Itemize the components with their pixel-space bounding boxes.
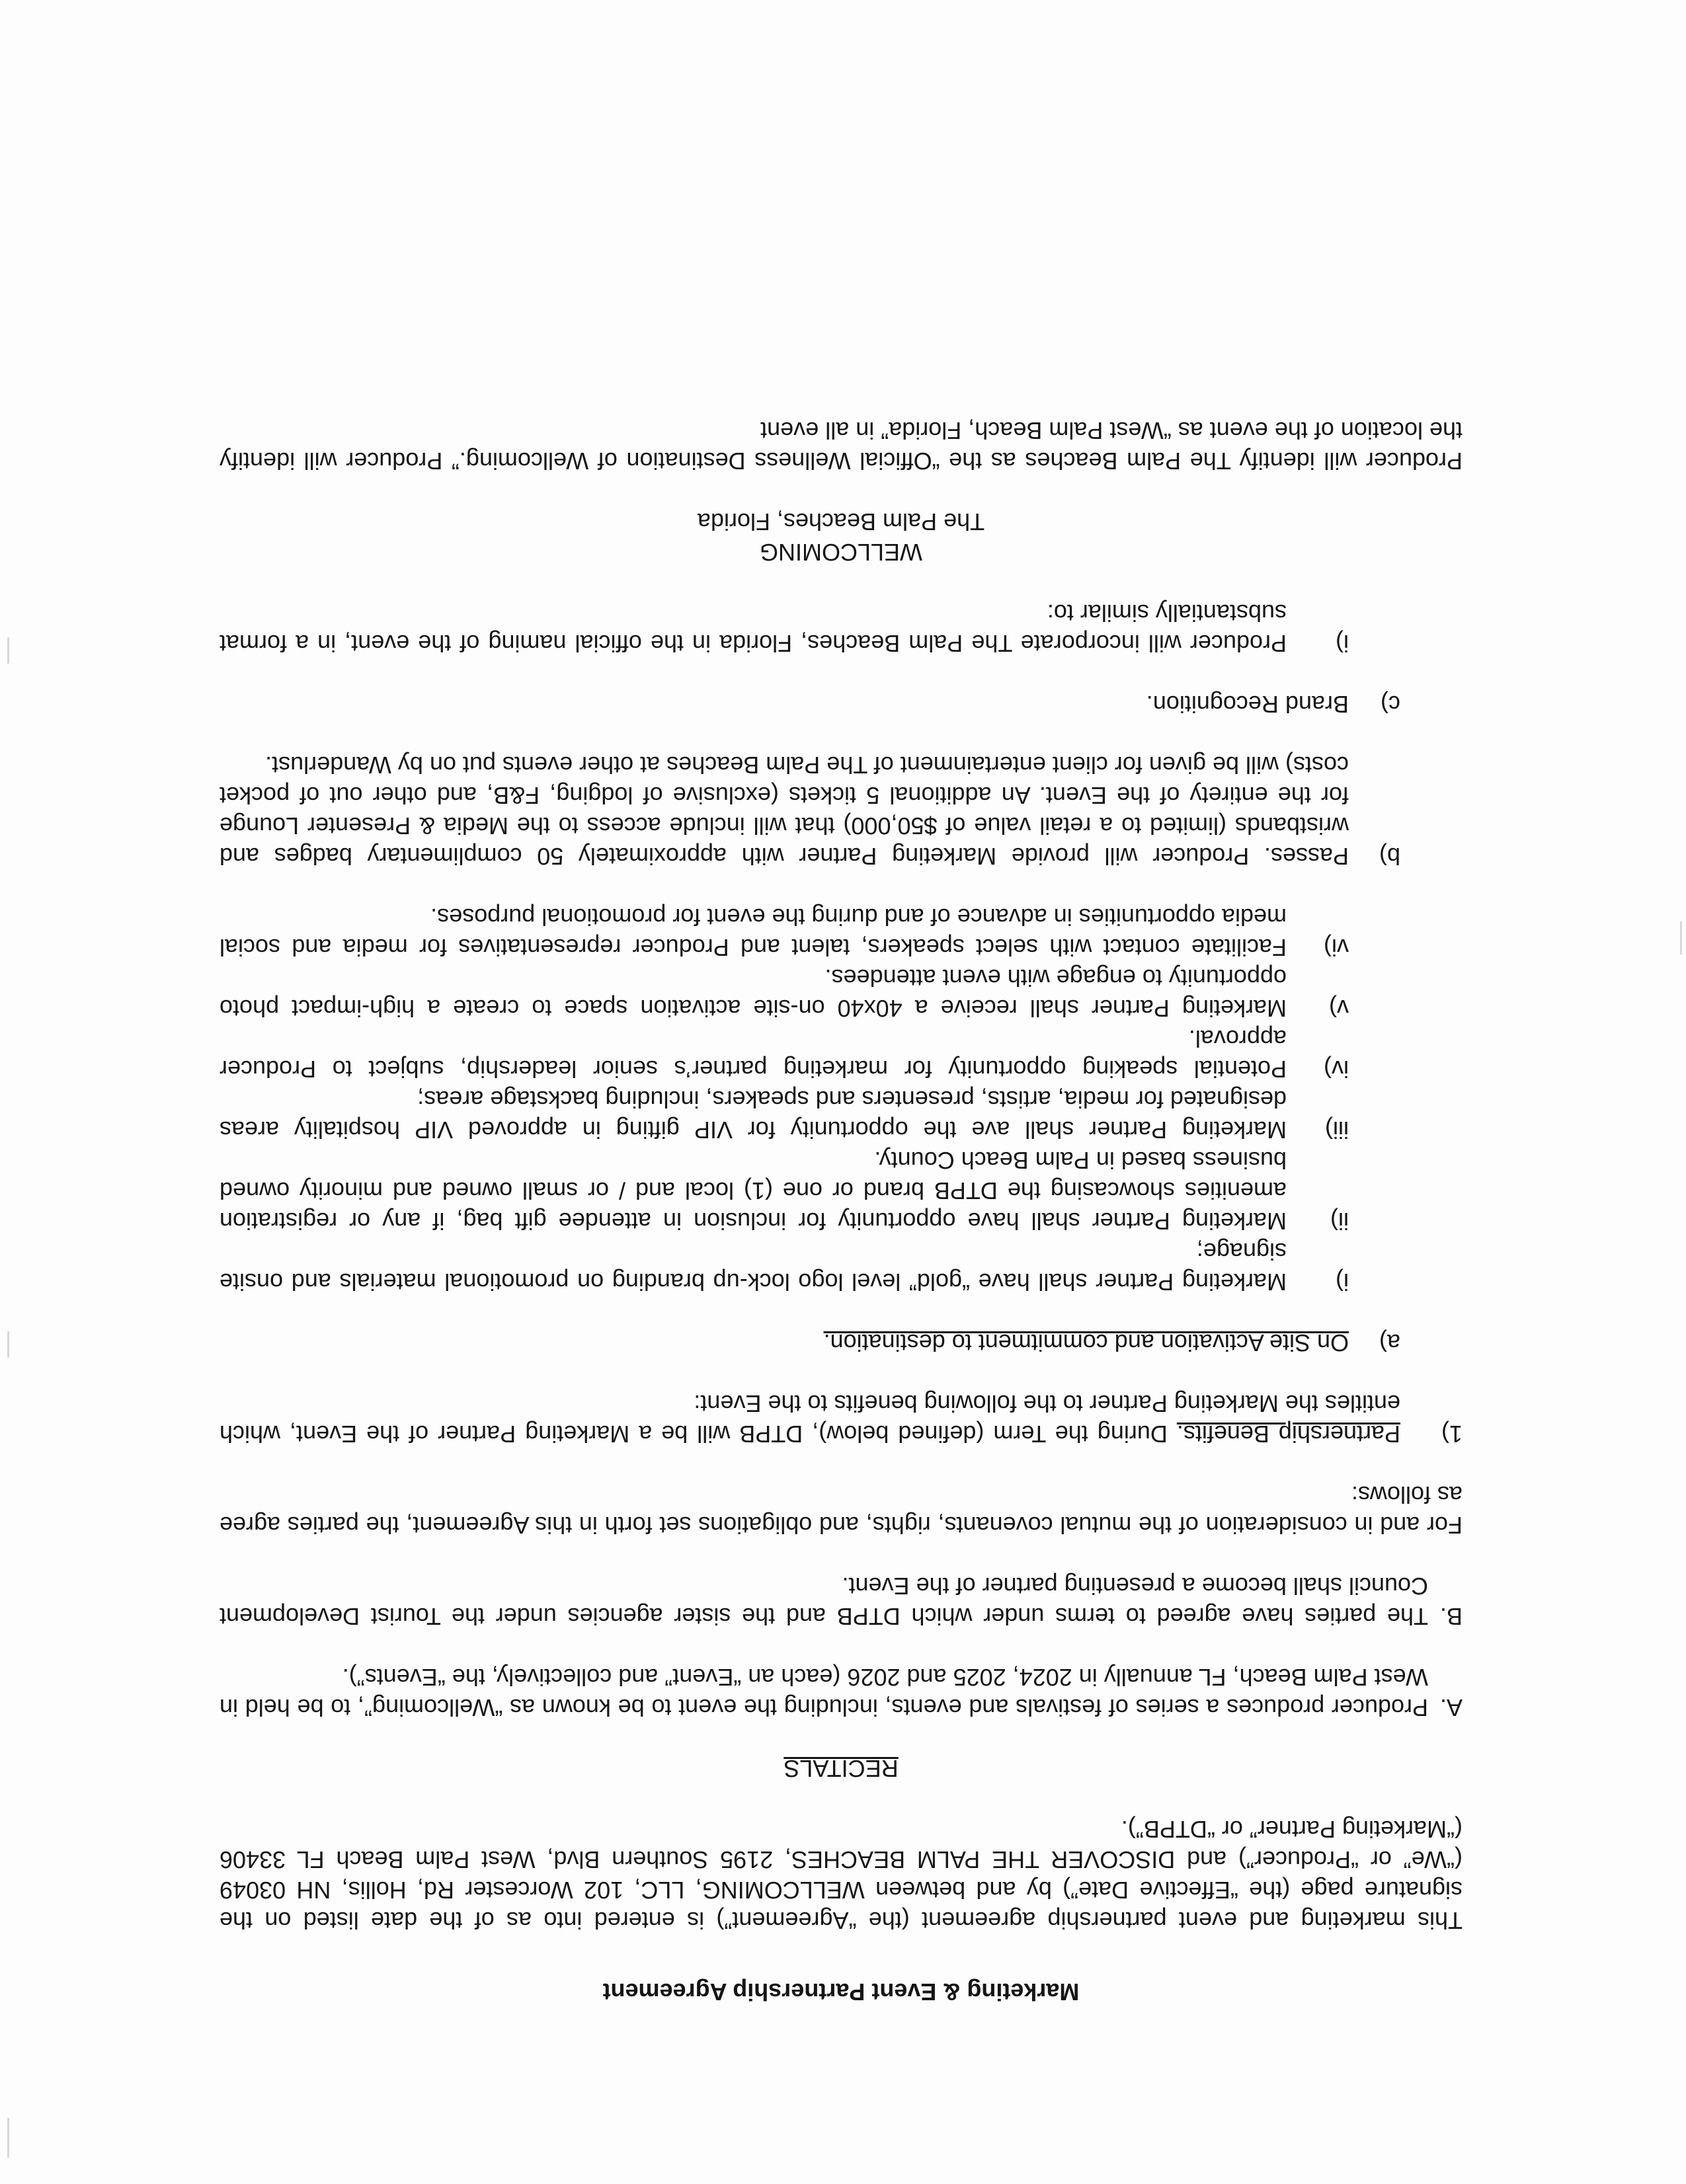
section-b bbox=[220, 750, 1400, 871]
section-a-heading: On Site Activation and commitment to destination. bbox=[823, 1329, 1349, 1356]
item-text: Marketing Partner shall have “gold” level logo lock-up branding on promotional materials and onsite signage; bbox=[220, 1238, 1287, 1296]
recital-text: Producer produces a series of festivals and events, including the event to be known as “Wellcoming”, to be held in West Palm Beach, FL annually in 2024, 2025 and 2026 (each an “Event” and collectively, the “Events”). bbox=[220, 1664, 1428, 1721]
recital-text: The parties have agreed to terms under which DTPB and the sister agencies under the Tourist Development Council shall become a presenting partner of the Event. bbox=[220, 1573, 1428, 1630]
section-marker: c) bbox=[1381, 691, 1400, 718]
item-marker: v) bbox=[1329, 995, 1349, 1022]
document-title: Marketing & Event Partnership Agreement bbox=[602, 1978, 1080, 2006]
recital-b bbox=[220, 1571, 1463, 1631]
section-1-heading: Partnership Benefits. bbox=[1176, 1421, 1400, 1448]
item-text: Marketing Partner shall have opportunity for inclusion in attendee gift bag, if any or registration amenities showcasing the DTPB brand or one (1) local and / or small owned and minority owned business based in Palm Beach County. bbox=[220, 1147, 1287, 1235]
item-marker: ii) bbox=[1330, 1208, 1349, 1235]
item-marker: i) bbox=[1336, 630, 1349, 657]
item-marker: vi) bbox=[1324, 934, 1349, 961]
item-text: Potential speaking opportunity for marketing partner’s senior leadership, subject to Producer approval. bbox=[220, 1025, 1287, 1083]
scan-edge-mark bbox=[7, 637, 9, 664]
scan-edge-mark bbox=[1680, 921, 1682, 955]
item-marker: iv) bbox=[1324, 1056, 1349, 1083]
section-c bbox=[220, 689, 1400, 719]
section-a-item-v bbox=[220, 962, 1349, 1023]
item-text: Producer will incorporate The Palm Beaches, Florida in the official naming of the event, in a format substantially similar to: bbox=[220, 600, 1287, 657]
intro-paragraph: This marketing and event partnership agreement (the “Agreement”) is entered into as of the date listed on the signature page (the “Effective Date”) by and between WELLCOMING, LLC, 102 Worcester Rd, Hollis, NH 03049 (“We” or “Producer”) and DISCOVER THE PALM BEACHES, 2195 Southern Blvd, West Palm Beach FL 33406 (“Marketing Partner” or “DTPB”). bbox=[220, 1816, 1463, 1934]
section-b-text: Passes. Producer will provide Marketing Partner with approximately 50 complimentary badges and wristbands (limited to a retail value of $50,000) that will include access to the Media & Presenter Lounge for the entirety of the Event. An additional 5 tickets (exclusive of lodging, F&B, and other out of pocket costs) will be given for client entertainment of The Palm Beaches at other events put on by Wanderlust. bbox=[220, 752, 1349, 870]
consideration-paragraph: For and in consideration of the mutual covenants, rights, and obligations set forth in this Agreement, the parties agree as follows: bbox=[220, 1481, 1463, 1539]
section-a-item-vi bbox=[220, 902, 1349, 962]
section-marker: b) bbox=[1379, 843, 1400, 870]
item-marker: iii) bbox=[1325, 1116, 1349, 1144]
section-a-item-iv bbox=[220, 1023, 1349, 1084]
section-a-item-iii bbox=[220, 1084, 1349, 1145]
section-c-item-i bbox=[220, 598, 1349, 658]
item-text: Facilitate contact with select speakers, talent and Producer representatives for media and social media opportunities in advance of and during the event for promotional purposes. bbox=[220, 904, 1287, 961]
item-marker: i) bbox=[1336, 1268, 1349, 1296]
section-marker: 1) bbox=[1441, 1421, 1463, 1448]
recital-a bbox=[220, 1662, 1463, 1723]
section-a bbox=[220, 1327, 1400, 1358]
item-text: Marketing Partner shall receive a 40x40 on-site activation space to create a high-impact photo opportunity to engage with event attendees. bbox=[220, 964, 1287, 1022]
section-1-text: During the Term (defined below), DTPB will be a Marketing Partner of the Event, which entitles the Marketing Partner to the following benefits to the Event: bbox=[220, 1390, 1400, 1448]
item-text: Marketing Partner shall ave the opportunity for VIP gifting in approved VIP hospitality areas designated for media, artists, presenters and speakers, including backstage areas; bbox=[220, 1086, 1287, 1144]
recitals-heading: RECITALS bbox=[783, 1755, 899, 1782]
section-1 bbox=[220, 1388, 1463, 1449]
section-marker: a) bbox=[1379, 1329, 1400, 1356]
scan-edge-mark bbox=[7, 1331, 9, 1358]
section-1-body bbox=[220, 1388, 1400, 1449]
recital-marker: A. bbox=[1439, 1694, 1463, 1721]
section-a-item-ii bbox=[220, 1145, 1349, 1236]
scan-edge-mark bbox=[7, 2118, 9, 2158]
event-naming-line-1: WELLCOMING bbox=[759, 539, 923, 566]
closing-paragraph: Producer will identify The Palm Beaches as the “Official Wellness Destination of Wellcoming.” Producer will identify the location of the event as “West Palm Beach, Florida” in all event bbox=[220, 417, 1463, 475]
event-naming-line-2: The Palm Beaches, Florida bbox=[697, 508, 985, 535]
section-c-heading: Brand Recognition. bbox=[1146, 691, 1349, 718]
section-a-item-i bbox=[220, 1236, 1349, 1297]
agreement-document bbox=[220, 415, 1463, 2007]
recital-marker: B. bbox=[1439, 1603, 1463, 1630]
